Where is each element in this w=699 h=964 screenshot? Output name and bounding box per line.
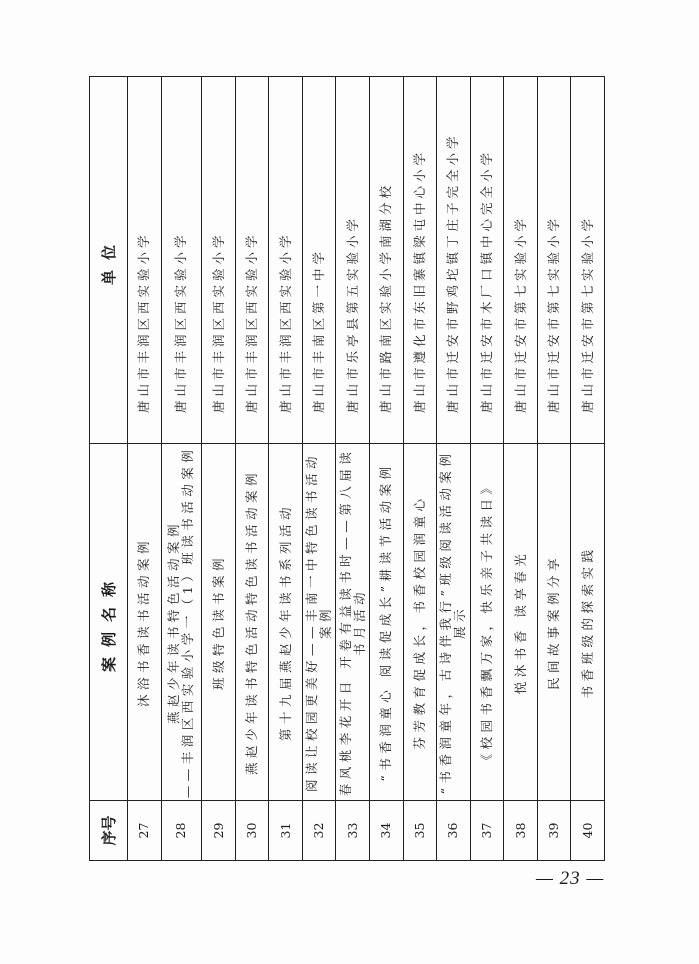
unit-cell: 唐山市迁安市第七实验小学 [504,77,538,444]
case-name-cell [403,444,437,801]
table-row [470,77,504,861]
table-body [128,77,605,861]
table-row [571,77,605,861]
table-row [302,77,336,861]
row-number: 34 [370,801,404,861]
table-row [161,77,202,861]
row-number: 31 [269,801,303,861]
row-number: 38 [504,801,538,861]
table-header-row [90,77,128,861]
case-name-line: 阅读让校园更美好——丰南一中特色读书活动案例 [304,452,334,793]
case-name-cell [470,444,504,801]
unit-cell: 唐山市遵化市东旧寨镇梁屯中心小学 [403,77,437,444]
case-name-line: 《校园书香飘万家，快乐亲子共读日》 [479,477,495,767]
case-name-cell [302,444,336,801]
case-name-line: 悦沐书香 读享春光 [512,549,528,695]
unit-cell: 唐山市丰润区西实验小学 [269,77,303,444]
row-number: 33 [336,801,370,861]
page-number: — 23 — [536,868,605,889]
row-number: 35 [403,801,437,861]
case-name-cell [504,444,538,801]
case-name-cell [161,444,202,801]
row-number: 36 [437,801,471,861]
unit-cell: 唐山市丰润区西实验小学 [161,77,202,444]
case-name-line: “书香润童心 阅读促成长”耕读节活动案例 [378,462,394,782]
header-unit: 单位 [90,77,128,444]
case-name-line: 燕赵少年读书特色活动案例 [166,520,182,725]
row-number: 29 [202,801,236,861]
case-name-line: 班级特色读书案例 [210,554,226,691]
unit-cell: 唐山市丰润区西实验小学 [128,77,162,444]
case-name-cell [537,444,571,801]
case-name-cell [437,444,471,801]
case-name-line: ——丰润区西实验小学一（1）班读书活动案例 [180,445,196,799]
table-row [202,77,236,861]
table-row [437,77,471,861]
row-number: 30 [235,801,269,861]
unit-cell: 唐山市路南区实验小学南湖分校 [370,77,404,444]
table-row [403,77,437,861]
header-name: 案例名称 [90,444,128,801]
case-name-cell [336,444,370,801]
table-row [370,77,404,861]
header-no: 序号 [90,801,128,861]
case-name-cell [269,444,303,801]
case-name-cell [235,444,269,801]
table-row [269,77,303,861]
unit-cell: 唐山市迁安市第七实验小学 [537,77,571,444]
case-name-line: 春风桃李花开日 开卷有益读书时——第八届读书月活动 [337,447,367,797]
row-number: 27 [128,801,162,861]
unit-cell: 唐山市迁安市木厂口镇中心完全小学 [470,77,504,444]
case-name-line: 书香班级的探索实践 [579,545,595,699]
unit-cell: 唐山市迁安市第七实验小学 [571,77,605,444]
table-row [235,77,269,861]
case-name-line: 沐浴书香读书活动案例 [136,537,152,708]
unit-cell: 唐山市丰润区西实验小学 [202,77,236,444]
unit-cell: 唐山市丰南区第一中学 [302,77,336,444]
case-name-cell [370,444,404,801]
rotated-table-frame [89,77,605,861]
unit-cell: 唐山市丰润区西实验小学 [235,77,269,444]
case-name-line: “书香润童年，古诗伴我行”班级阅读活动案例展示 [438,449,468,795]
table-row [504,77,538,861]
table-row [128,77,162,861]
case-name-line: 民间故事案例分享 [546,554,562,691]
case-table [89,76,605,861]
case-name-line: 第十九届燕赵少年读书系列活动 [277,503,293,742]
case-name-line: 芬芳教育促成长，书香校园润童心 [411,494,427,750]
case-name-cell [128,444,162,801]
row-number: 37 [470,801,504,861]
case-name-cell [202,444,236,801]
row-number: 28 [161,801,202,861]
case-name-cell [571,444,605,801]
case-name-line: 燕赵少年读书特色活动特色读书活动案例 [244,469,260,776]
row-number: 32 [302,801,336,861]
unit-cell: 唐山市乐亭县第五实验小学 [336,77,370,444]
table-row [537,77,571,861]
unit-cell: 唐山市迁安市野鸡坨镇丁庄子完全小学 [437,77,471,444]
row-number: 40 [571,801,605,861]
table-row [336,77,370,861]
row-number: 39 [537,801,571,861]
